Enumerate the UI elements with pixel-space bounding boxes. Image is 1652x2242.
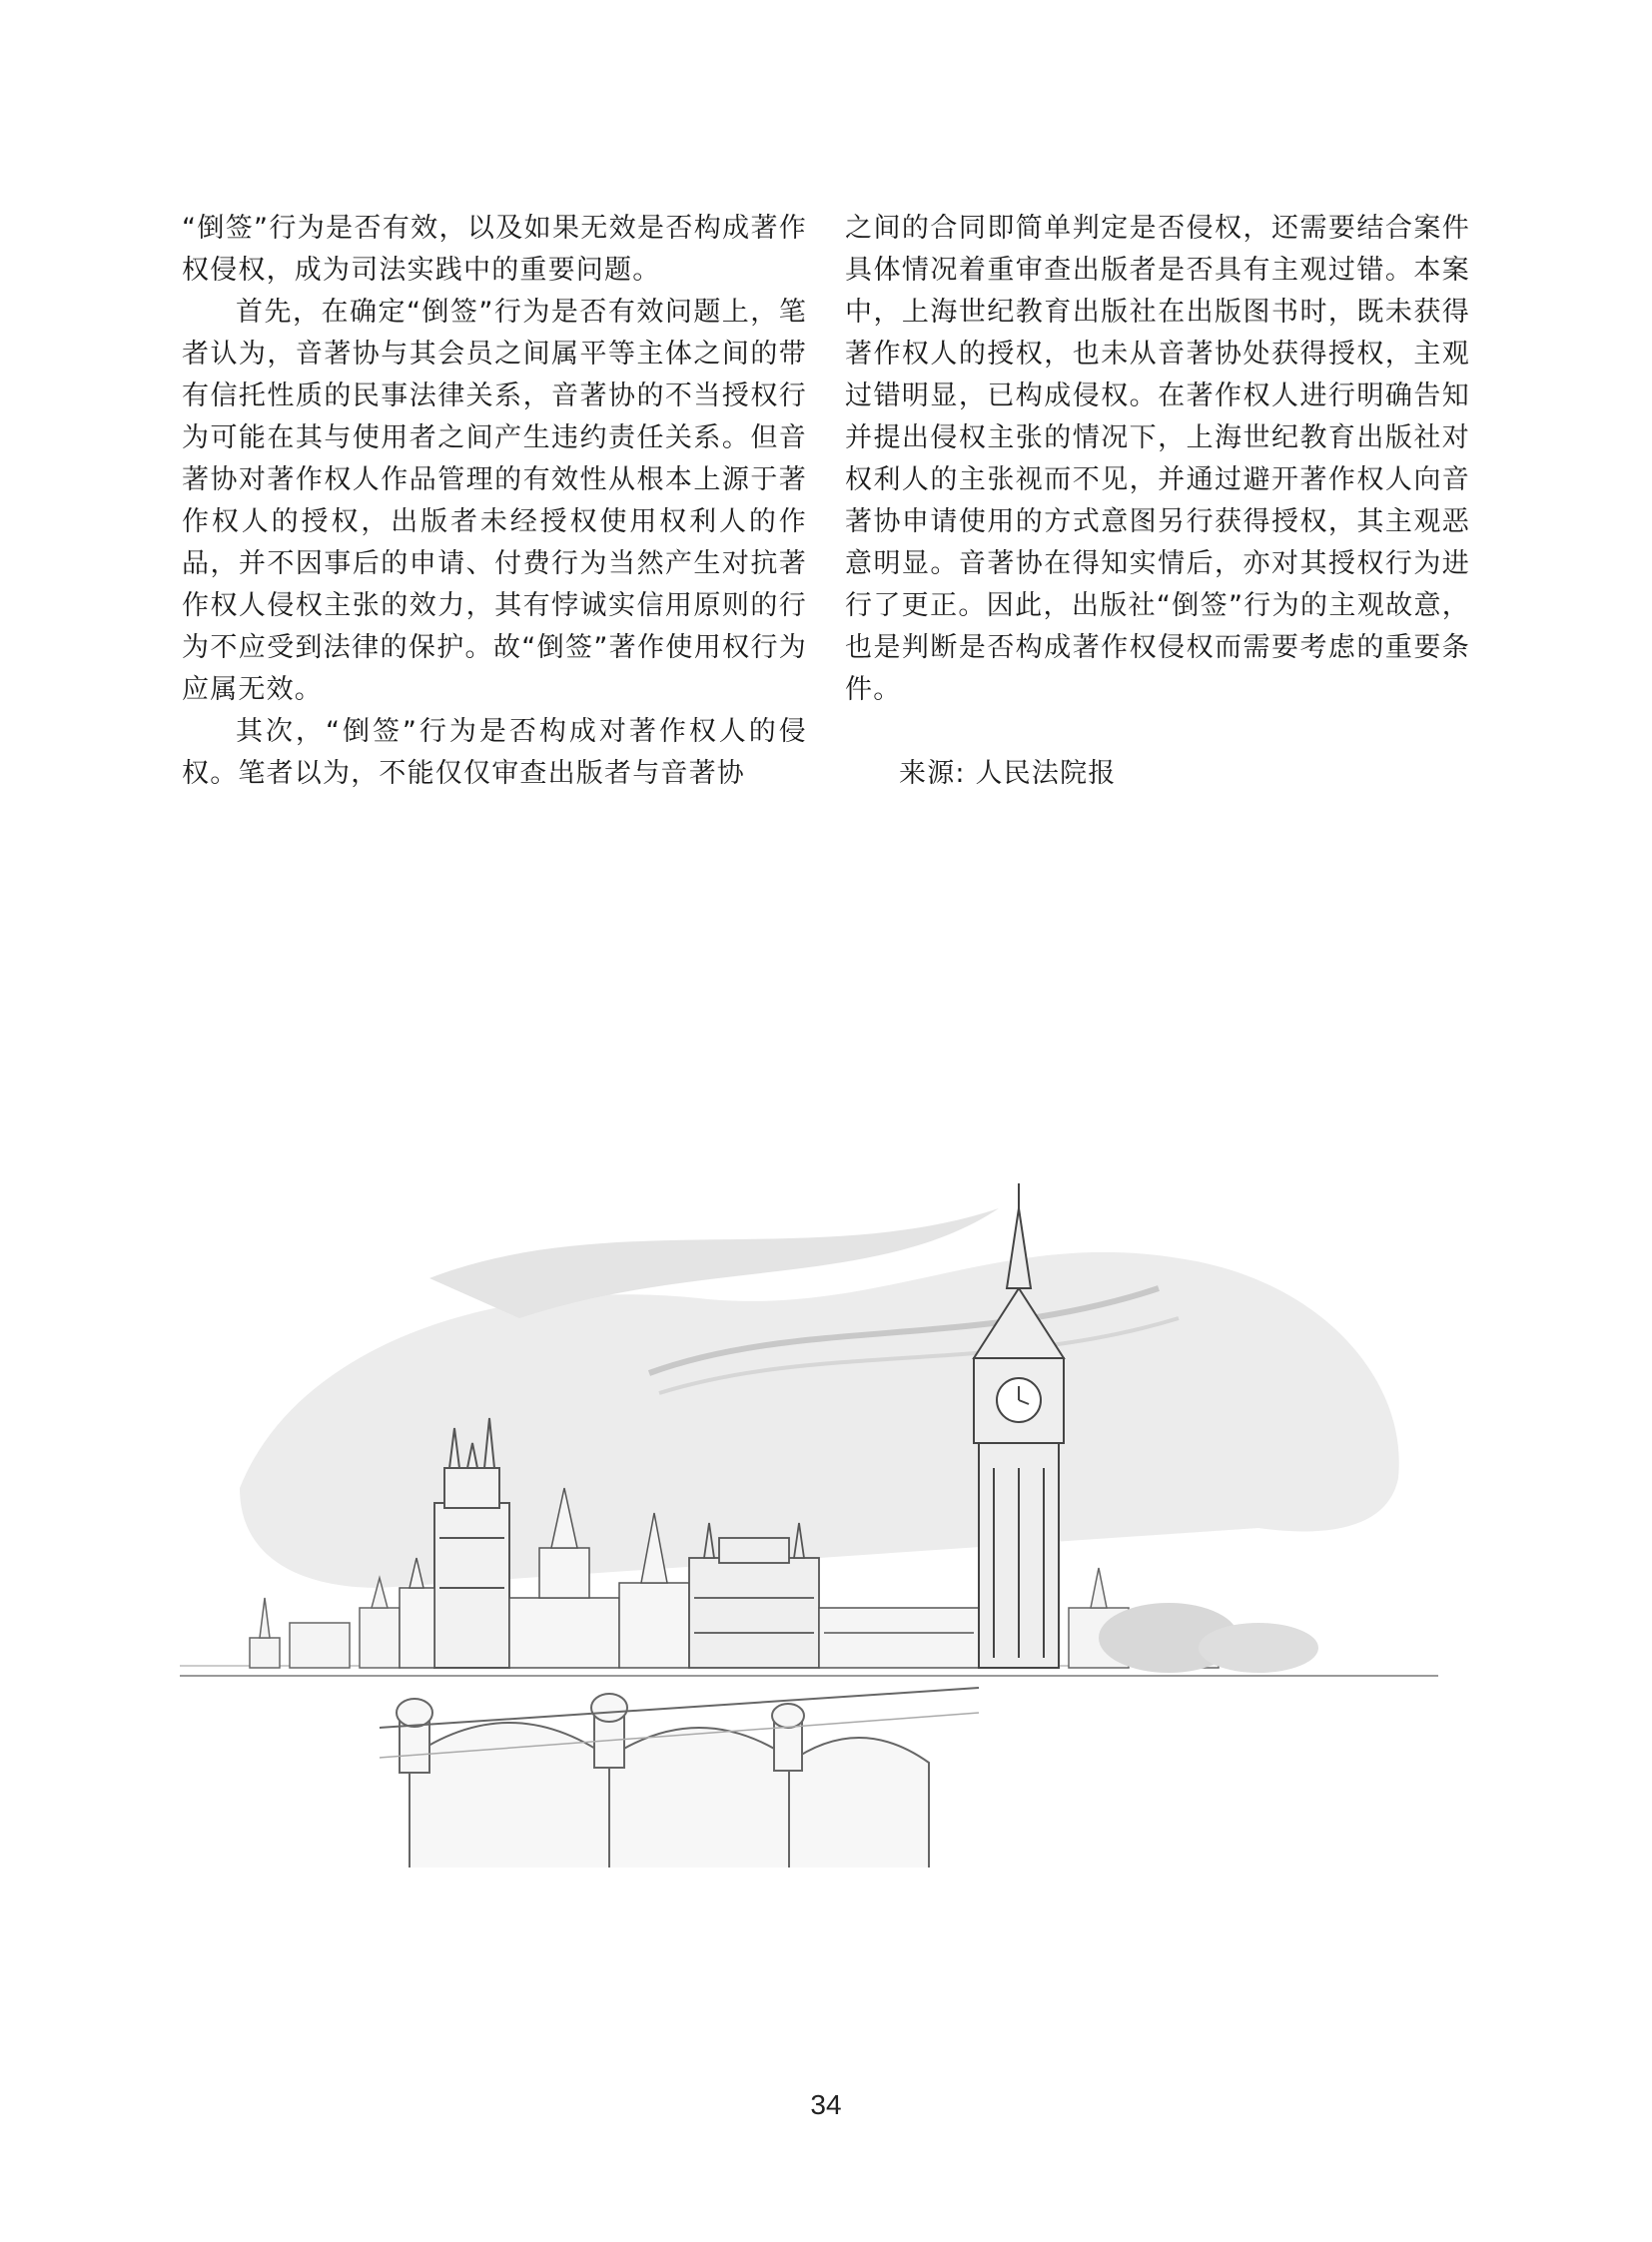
source-line: 来源: 人民法院报	[899, 758, 1117, 789]
article-left-column	[182, 208, 807, 795]
article-right-column	[845, 208, 1470, 795]
paragraph: “倒签”行为是否有效，以及如果无效是否构成著作权侵权，成为司法实践中的重要问题。	[182, 213, 807, 286]
paragraph: 首先，在确定“倒签”行为是否有效问题上，笔者认为，音著协与其会员之间属平等主体之间的带有信托性质的民事法律关系，音著协的不当授权行为可能在其与使用者之间产生违约责任关系。但音著协对著作权人作品管理的有效性从根本上源于著作权人的授权，出版者未经授权使用权利人的作品，并不因事后的申请、付费行为当然产生对抗著作权人侵权主张的效力，其有悖诚实信用原则的行为不应受到法律的保护。故“倒签”著作使用权行为应属无效。	[182, 297, 807, 705]
page-number: 34	[810, 2089, 842, 2120]
paragraph: 之间的合同即简单判定是否侵权，还需要结合案件具体情况着重审查出版者是否具有主观过错。本案中，上海世纪教育出版社在出版图书时，既未获得著作权人的授权，也未从音著协处获得授权，主观过错明显，已构成侵权。在著作权人进行明确告知并提出侵权主张的情况下，上海世纪教育出版社对权利人的主张视而不见，并通过避开著作权人向音著协申请使用的方式意图另行获得授权，其主观恶意明显。音著协在得知实情后，亦对其授权行为进行了更正。因此，出版社“倒签”行为的主观故意，也是判断是否构成著作权侵权而需要考虑的重要条件。	[845, 213, 1470, 705]
london-skyline-illustration	[180, 1168, 1438, 1868]
paragraph: 其次，“倒签”行为是否构成对著作权人的侵权。笔者以为，不能仅仅审查出版者与音著协	[182, 716, 807, 789]
